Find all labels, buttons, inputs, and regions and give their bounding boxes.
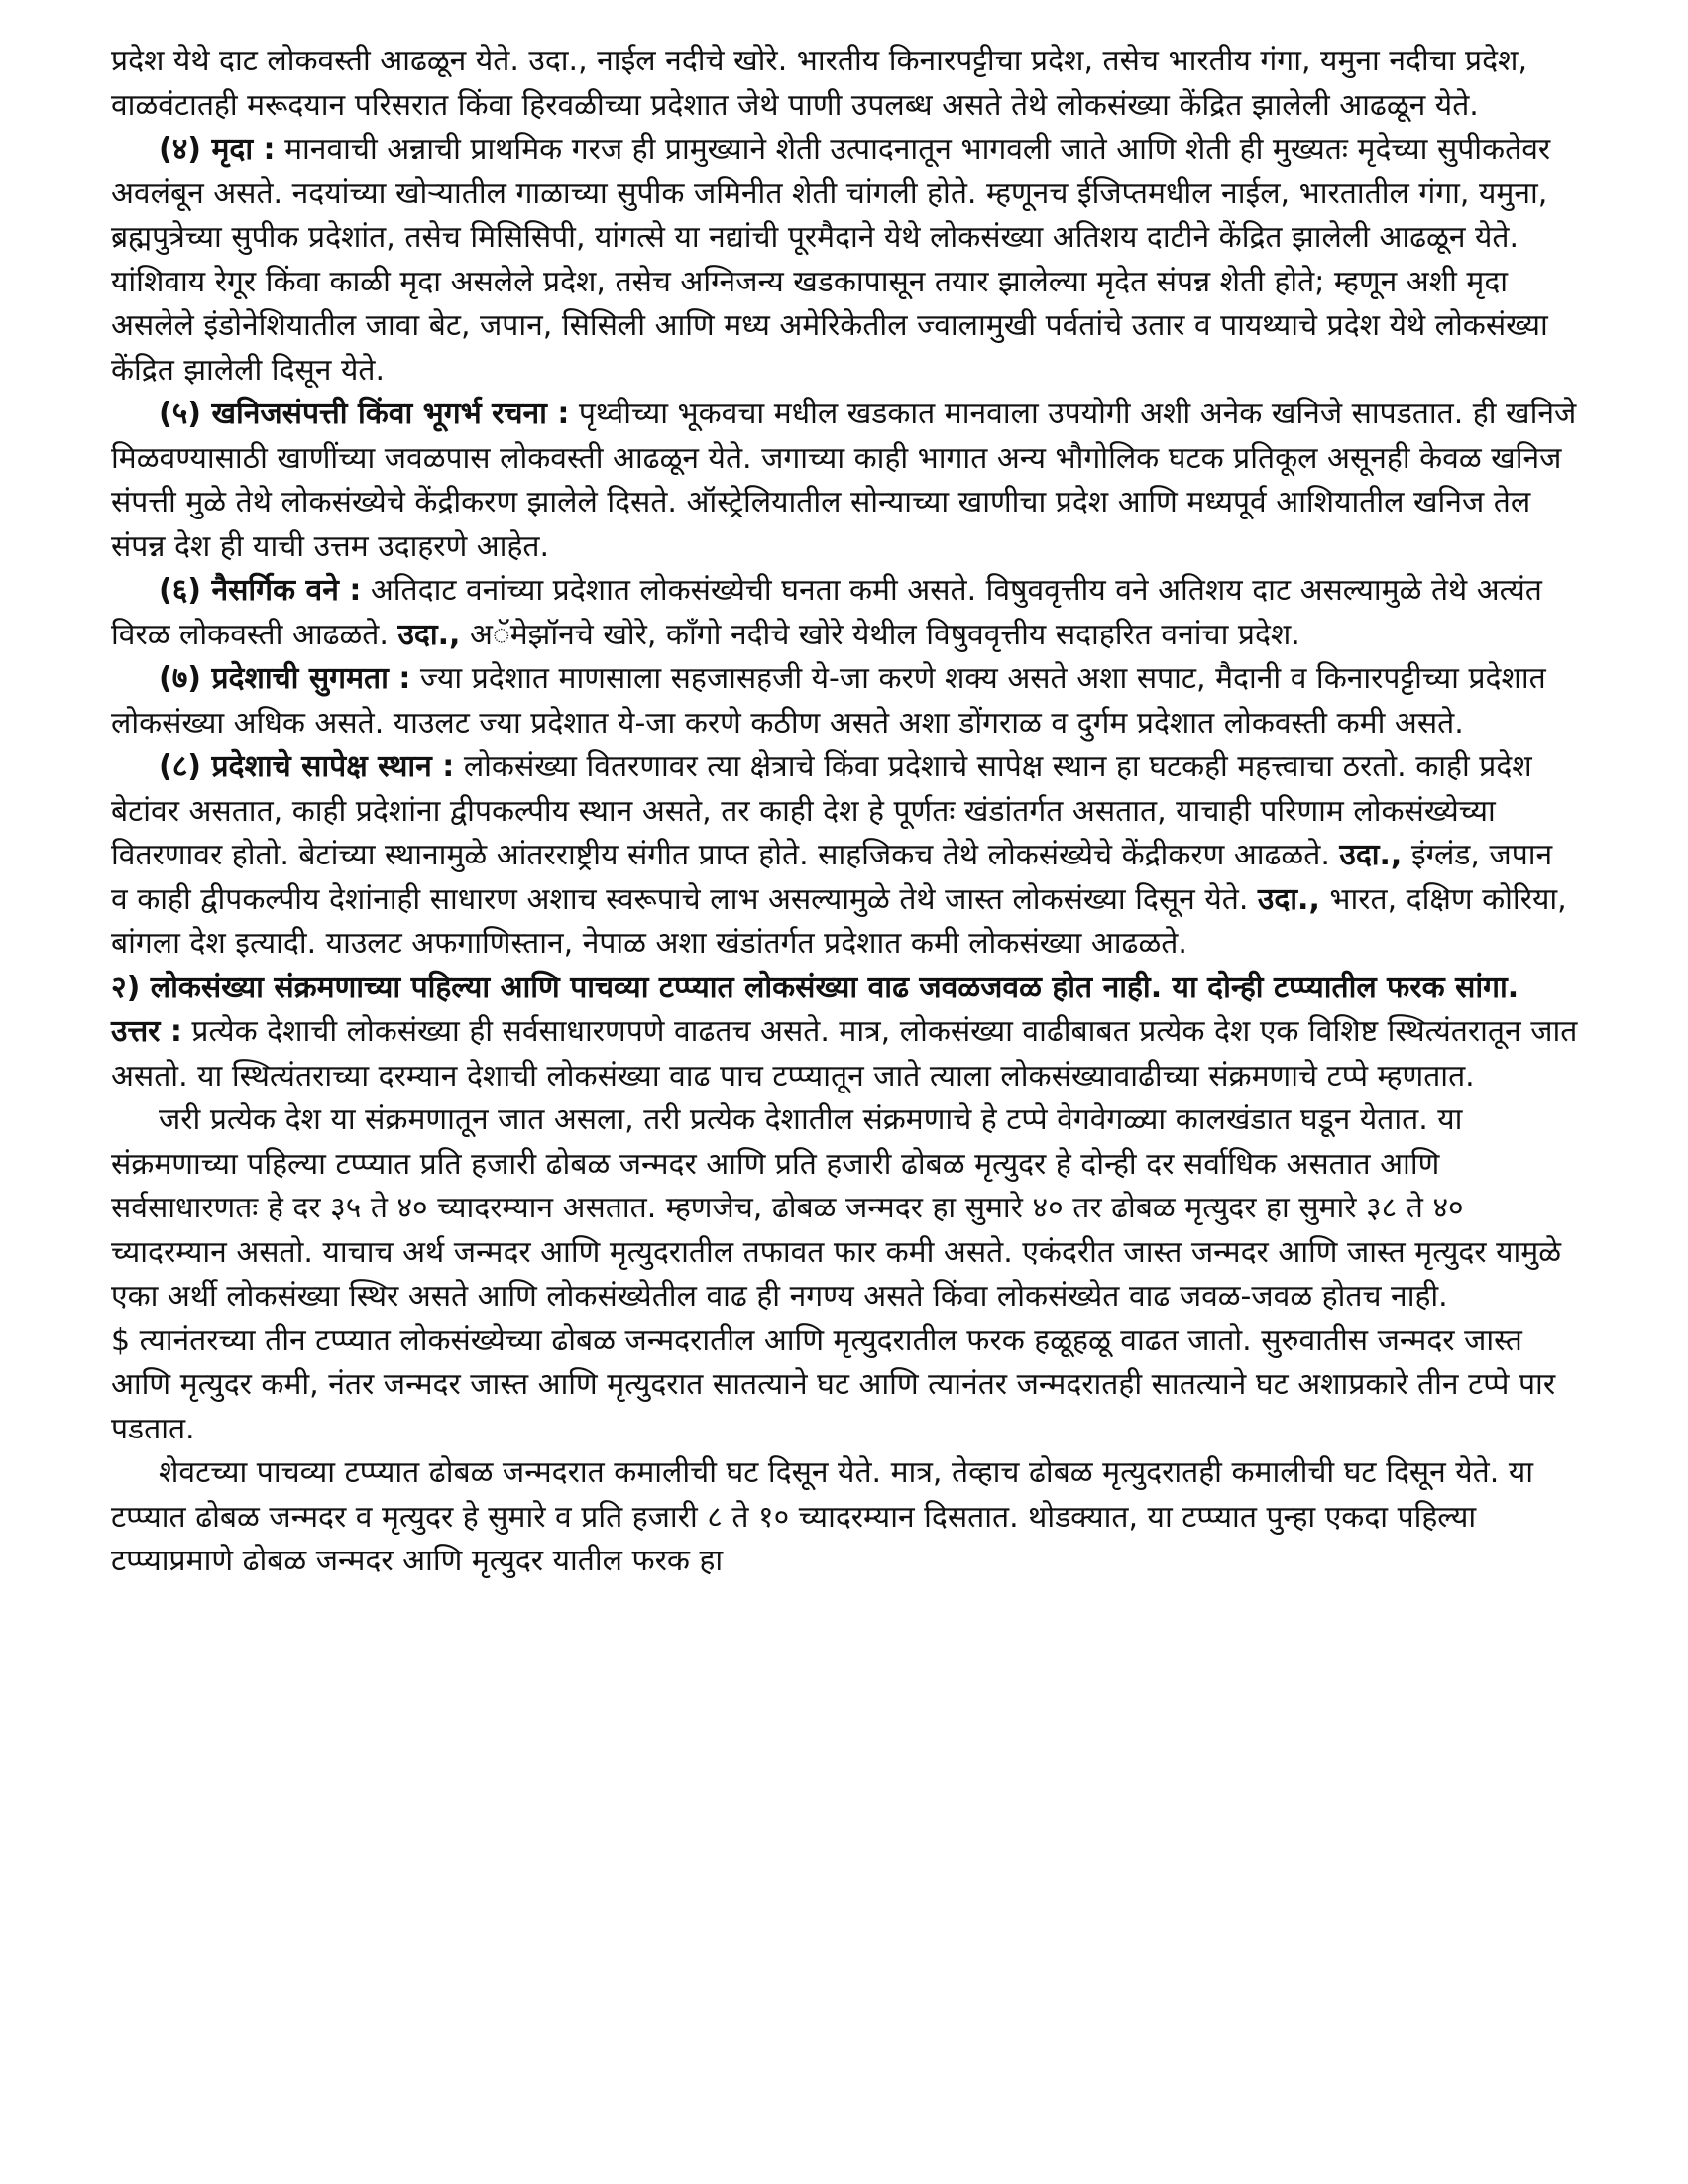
document-page [111, 40, 1578, 1584]
body-location-b: इंग्लंड, जपान व काही द्वीपकल्पीय देशांनाही साधारण अशाच स्वरूपाचे लाभ असल्यामुळे तेथे जास्त लोकसंख्या दिसून येते. [111, 838, 1553, 917]
answer-body-1: प्रत्येक देशाची लोकसंख्या ही सर्वसाधारणपणे वाढतच असते. मात्र, लोकसंख्या वाढीबाबत प्रत्येक देश एक विशिष्ट स्थित्यंतरातून जात असतो. या स्थित्यंतराच्या दरम्यान देशाची लोकसंख्या वाढ पाच टप्प्यातून जाते त्याला लोकसंख्यावाढीच्या संक्रमणाचे टप्पे म्हणतात. [111, 1014, 1578, 1093]
answer-label: उत्तर : [111, 1014, 182, 1049]
body-location-c: भारत, दक्षिण कोरिया, बांगला देश इत्यादी. याउलट अफगाणिस्तान, नेपाळ अशा खंडांतर्गत प्रदेशात कमी लोकसंख्या आढळते. [111, 881, 1567, 961]
paragraph-accessibility [111, 657, 1578, 746]
heading-forests: (६) नैसर्गिक वने : [159, 573, 362, 608]
body-forests-a: अतिदाट वनांच्या प्रदेशात लोकसंख्येची घनता कमी असते. विषुववृत्तीय वने अतिशय दाट असल्यामुळे तेथे अत्यंत विरळ लोकवस्ती आढळते. [111, 573, 1542, 652]
example-label: उदा., [1339, 838, 1403, 872]
heading-relative-location: (८) प्रदेशाचे सापेक्ष स्थान : [159, 749, 455, 784]
heading-soil: (४) मृदा : [159, 132, 276, 167]
example-label: उदा., [1257, 881, 1320, 917]
paragraph-soil [111, 128, 1578, 393]
paragraph-forests [111, 569, 1578, 657]
answer-paragraph-2: जरी प्रत्येक देश या संक्रमणातून जात असला, तरी प्रत्येक देशातील संक्रमणाचे हे टप्पे वेगवेगळ्या कालखंडात घडून येतात. या संक्रमणाच्या पहिल्या टप्प्यात प्रति हजारी ढोबळ जन्मदर आणि प्रति हजारी ढोबळ मृत्युदर हे दोन्ही दर सर्वाधिक असतात आणि सर्वसाधारणतः हे दर ३५ ते ४० च्यादरम्यान असतात. म्हणजेच, ढोबळ जन्मदर हा सुमारे ४० तर ढोबळ मृत्युदर हा सुमारे ३८ ते ४० च्यादरम्यान असतो. याचाच अर्थ जन्मदर आणि मृत्युदरातील तफावत फार कमी असते. एकंदरीत जास्त जन्मदर आणि जास्त मृत्युदर यामुळे एका अर्थी लोकसंख्या स्थिर असते आणि लोकसंख्येतील वाढ ही नगण्य असते किंवा लोकसंख्येत वाढ जवळ-जवळ होतच नाही. [111, 1102, 1561, 1314]
answer-paragraph-1 [111, 1010, 1578, 1098]
body-accessibility: ज्या प्रदेशात माणसाला सहजासहजी ये-जा करणे शक्य असते अशा सपाट, मैदानी व किनारपट्टीच्या प्रदेशात लोकसंख्या अधिक असते. याउलट ज्या प्रदेशात ये-जा करणे कठीण असते अशा डोंगराळ व दुर्गम प्रदेशात लोकवस्ती कमी असते. [111, 661, 1546, 741]
body-forests-b: अॅमेझॉनचे खोरे, काँगो नदीचे खोरे येथील विषुववृत्तीय सदाहरित वनांचा प्रदेश. [460, 617, 1300, 652]
question-2: २) लोकसंख्या संक्रमणाच्या पहिल्या आणि पाचव्या टप्प्यात लोकसंख्या वाढ जवळजवळ होत नाही. या दोन्ही टप्प्यातील फरक सांगा. [111, 970, 1519, 1005]
paragraph-relative-location [111, 746, 1578, 967]
body-location-a: लोकसंख्या वितरणावर त्या क्षेत्राचे किंवा प्रदेशाचे सापेक्ष स्थान हा घटकही महत्त्वाचा ठरतो. काही प्रदेश बेटांवर असतात, काही प्रदेशांना द्वीपकल्पीय स्थान असते, तर काही देश हे पूर्णतः खंडांतर्गत असतात, याचाही परिणाम लोकसंख्येच्या वितरणावर होतो. बेटांच्या स्थानामुळे आंतरराष्ट्रीय संगीत प्राप्त होते. साहजिकच तेथे लोकसंख्येचे केंद्रीकरण आढळते. [111, 749, 1532, 872]
heading-accessibility: (७) प्रदेशाची सुगमता : [159, 661, 411, 696]
body-minerals: पृथ्वीच्या भूकवचा मधील खडकात मानवाला उपयोगी अशी अनेक खनिजे सापडतात. ही खनिजे मिळवण्यासाठी खाणींच्या जवळपास लोकवस्ती आढळून येते. जगाच्या काही भागात अन्य भौगोलिक घटक प्रतिकूल असूनही केवळ खनिज संपत्ती मुळे तेथे लोकसंख्येचे केंद्रीकरण झालेले दिसते. ऑस्ट्रेलियातील सोन्याच्या खाणीचा प्रदेश आणि मध्यपूर्व आशियातील खनिज तेल संपन्न देश ही याची उत्तम उदाहरणे आहेत. [111, 397, 1577, 564]
body-soil: मानवाची अन्नाची प्राथमिक गरज ही प्रामुख्याने शेती उत्पादनातून भागवली जाते आणि शेती ही मुख्यतः मृदेच्या सुपीकतेवर अवलंबून असते. नदयांच्या खोऱ्यातील गाळाच्या सुपीक जमिनीत शेती चांगली होते. म्हणूनच ईजिप्तमधील नाईल, भारतातील गंगा, यमुना, ब्रह्मपुत्रेच्या सुपीक प्रदेशांत, तसेच मिसिसिपी, यांगत्से या नद्यांची पूरमैदाने येथे लोकसंख्या अतिशय दाटीने केंद्रित झालेली आढळून येते. यांशिवाय रेगूर किंवा काळी मृदा असलेले प्रदेश, तसेच अग्निजन्य खडकापासून तयार झालेल्या मृदेत संपन्न शेती होते; म्हणून अशी मृदा असलेले इंडोनेशियातील जावा बेट, जपान, सिसिली आणि मध्य अमेरिकेतील ज्वालामुखी पर्वतांचे उतार व पायथ्याचे प्रदेश येथे लोकसंख्या केंद्रित झालेली दिसून येते. [111, 132, 1551, 388]
paragraph-minerals [111, 393, 1578, 569]
example-label: उदा., [397, 617, 461, 652]
answer-paragraph-4: शेवटच्या पाचव्या टप्प्यात ढोबळ जन्मदरात कमालीची घट दिसून येते. मात्र, तेव्हाच ढोबळ मृत्युदरातही कमालीची घट दिसून येते. या टप्प्यात ढोबळ जन्मदर व मृत्युदर हे सुमारे व प्रति हजारी ८ ते १० च्यादरम्यान दिसतात. थोडक्यात, या टप्प्यात पुन्हा एकदा पहिल्या टप्प्याप्रमाणे ढोबळ जन्मदर आणि मृत्युदर यातील फरक हा [111, 1455, 1534, 1578]
intro-paragraph: प्रदेश येथे दाट लोकवस्ती आढळून येते. उदा., नाईल नदीचे खोरे. भारतीय किनारपट्टीचा प्रदेश, तसेच भारतीय गंगा, यमुना नदीचा प्रदेश, वाळवंटातही मरूदयान परिसरात किंवा हिरवळीच्या प्रदेशात जेथे पाणी उपलब्ध असते तेथे लोकसंख्या केंद्रित झालेली आढळून येते. [111, 44, 1527, 123]
answer-paragraph-3: $ त्यानंतरच्या तीन टप्प्यात लोकसंख्येच्या ढोबळ जन्मदरातील आणि मृत्युदरातील फरक हळूहळू वाढत जातो. सुरुवातीस जन्मदर जास्त आणि मृत्युदर कमी, नंतर जन्मदर जास्त आणि मृत्युदरात सातत्याने घट आणि त्यानंतर जन्मदरातही सातत्याने घट अशाप्रकारे तीन टप्पे पार पडतात. [111, 1322, 1556, 1446]
heading-minerals: (५) खनिजसंपत्ती किंवा भूगर्भ रचना : [159, 397, 570, 431]
